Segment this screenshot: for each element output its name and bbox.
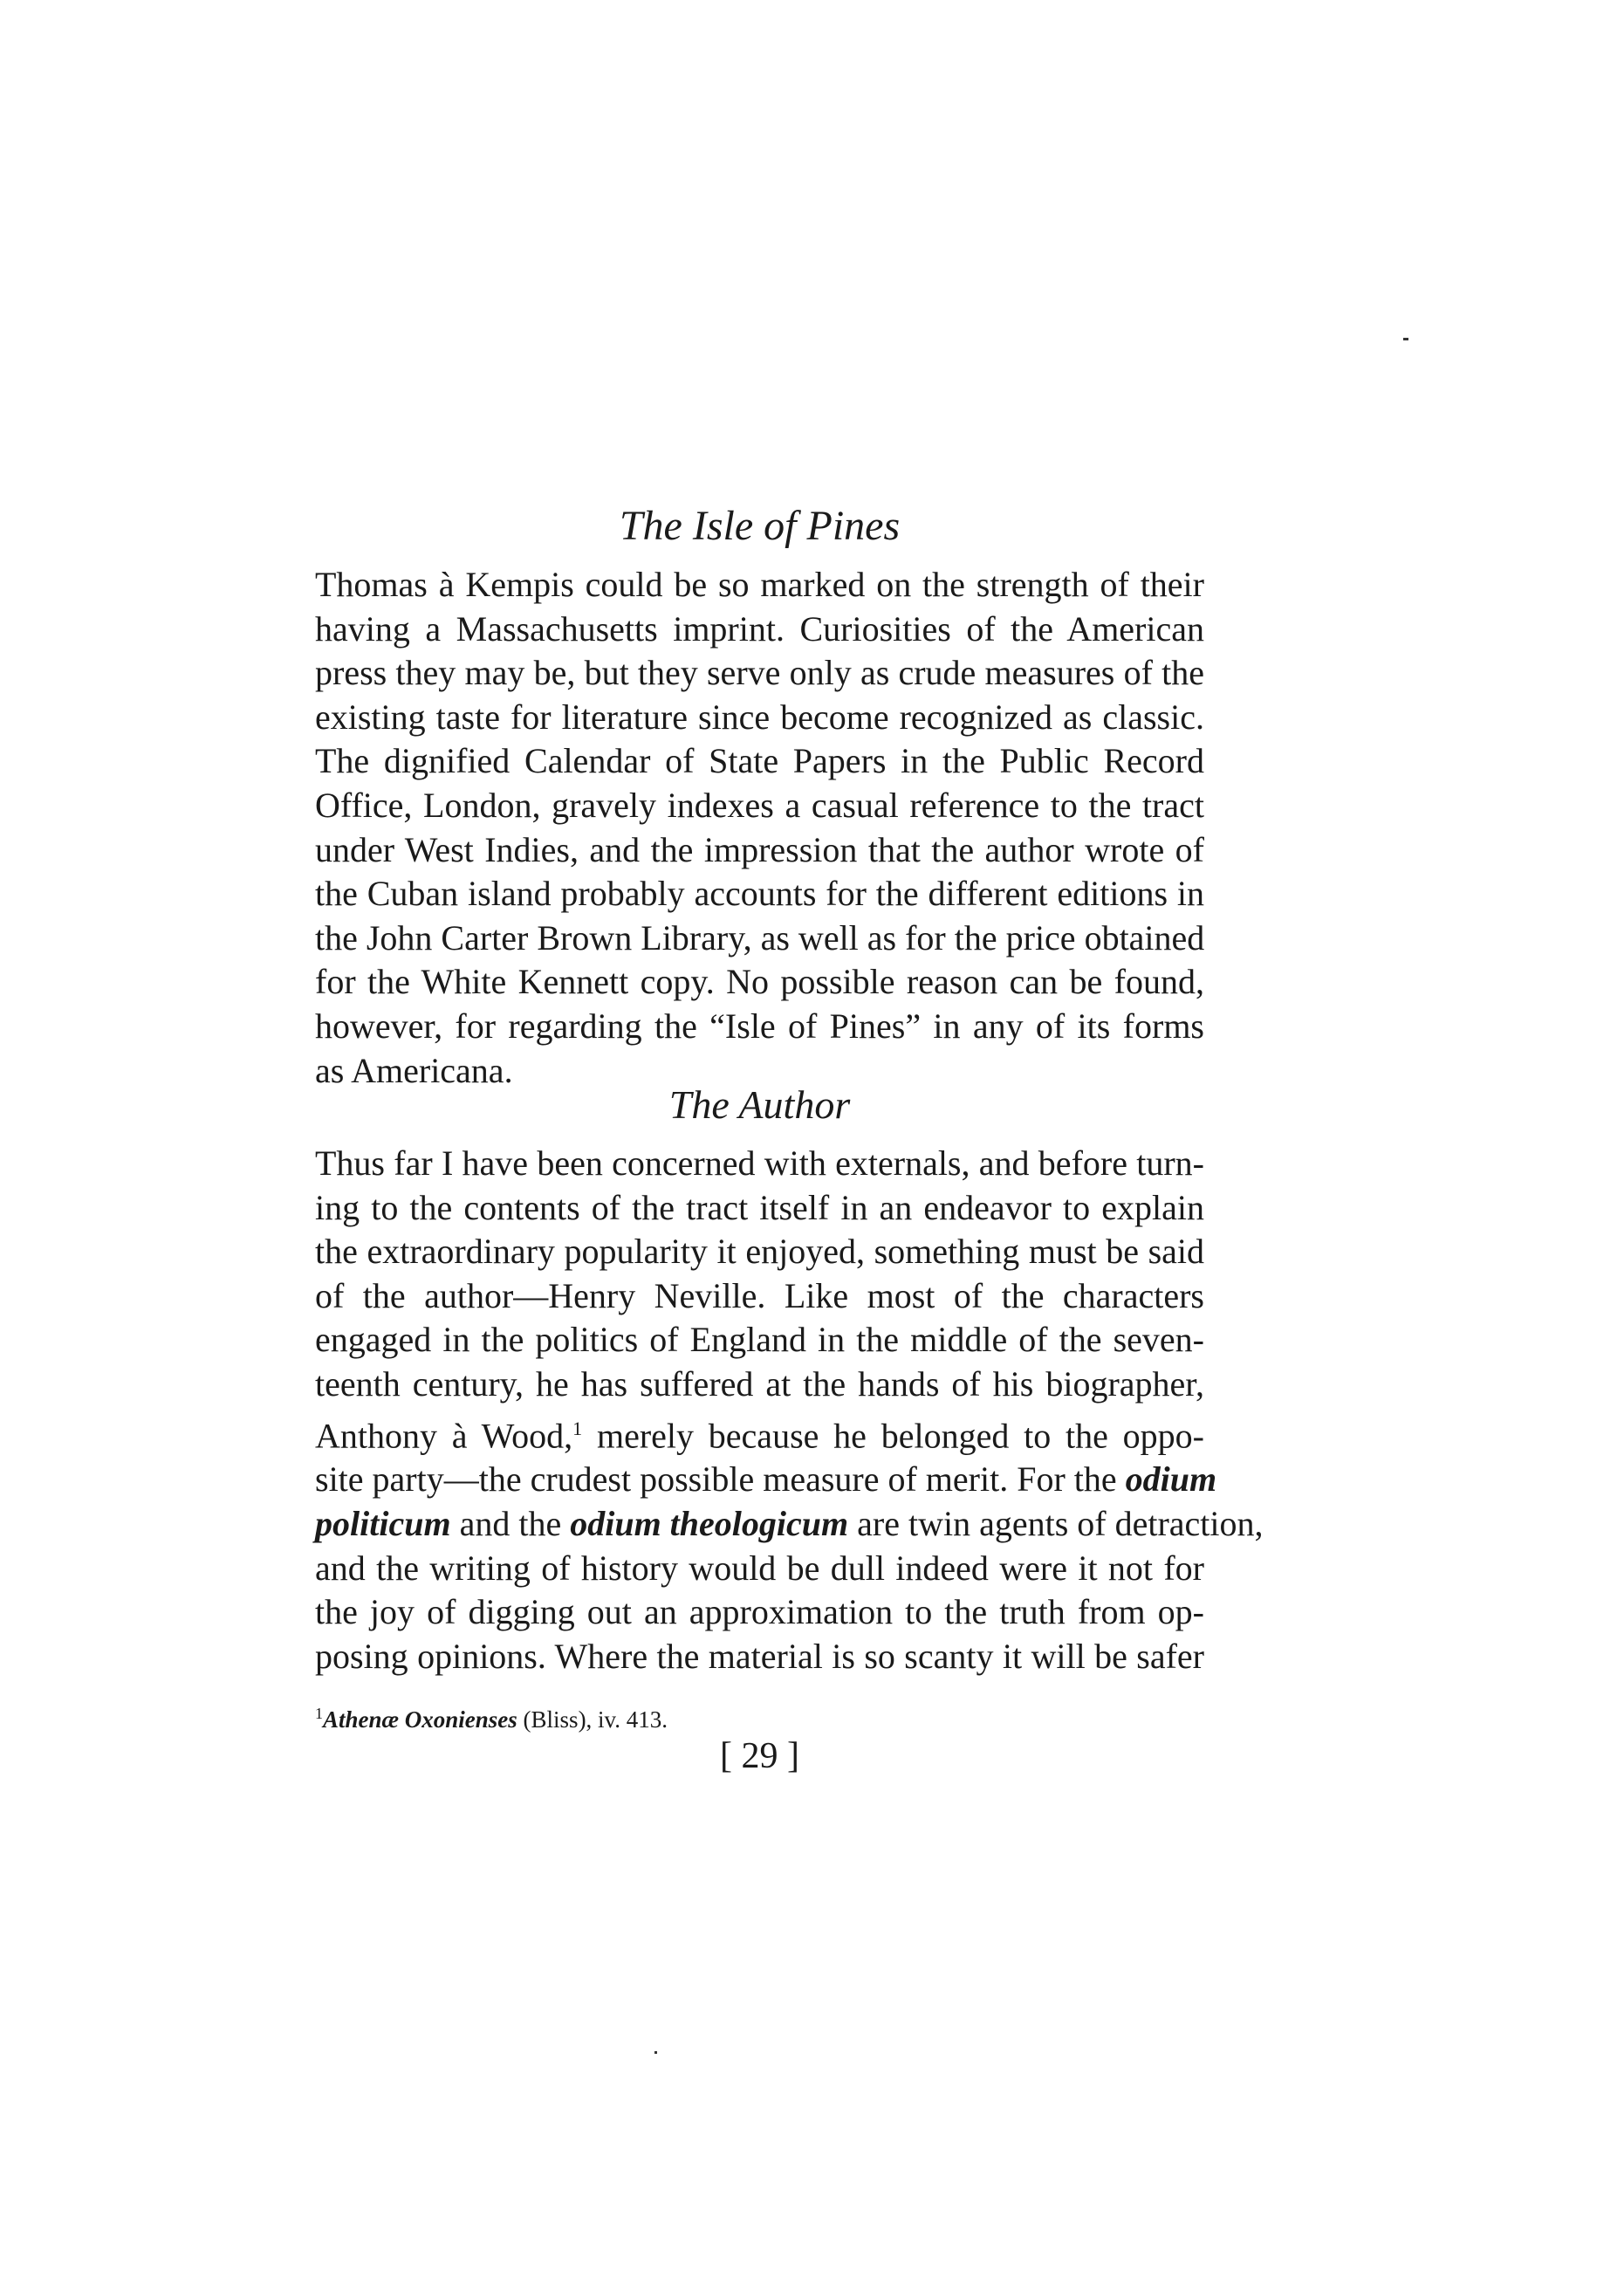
text-line: the Cuban island probably accounts for the different editions in — [315, 874, 1204, 914]
latin-term: odium theologicum — [570, 1504, 849, 1544]
footnote-reference: 1 — [572, 1417, 583, 1439]
section-heading: The Author — [668, 1082, 851, 1127]
text-line: The dignified Calendar of State Papers in the Public Record — [315, 741, 1204, 781]
text-line: under West Indies, and the impression that the author wrote of — [315, 829, 1204, 869]
text-line: engaged in the politics of England in the middle of the seven- — [315, 1320, 1204, 1360]
text-line: existing taste for literature since become recognized as classic. — [315, 697, 1204, 737]
latin-term: odium — [1125, 1459, 1217, 1500]
text-line: the extraordinary popularity it enjoyed, something must be said — [315, 1232, 1204, 1272]
running-head: The Isle of Pines — [619, 503, 901, 549]
text-line: Office, London, gravely indexes a casual reference to the tract — [315, 785, 1204, 825]
text-line: the John Carter Brown Library, as well as for the price obtained — [315, 917, 1205, 958]
text-line — [315, 1407, 1204, 1459]
text-line: for the White Kennett copy. No possible reason can be found, — [315, 962, 1204, 1002]
text-line: teenth century, he has suffered at the hands of his biographer, — [315, 1363, 1204, 1404]
text-line: ing to the contents of the tract itself in an endeavor to explain — [315, 1187, 1204, 1227]
text-line: Thus far I have been concerned with externals, and before turn- — [315, 1143, 1204, 1183]
latin-term: politicum — [315, 1504, 451, 1544]
text-run: and the — [450, 1504, 571, 1544]
paragraph-1 — [315, 563, 1204, 1093]
text-line: posing opinions. Where the material is so scanty it will be safer — [315, 1636, 1204, 1676]
text-line — [315, 1502, 1264, 1547]
scan-speck — [654, 2051, 657, 2054]
text-line: Thomas à Kempis could be so marked on the strength of their — [315, 565, 1204, 604]
text-line: and the writing of history would be dull indeed were it not for — [315, 1548, 1204, 1588]
footnote-citation: (Bliss), iv. 413. — [517, 1706, 668, 1733]
text-line: the joy of digging out an approximation to the truth from op- — [315, 1592, 1204, 1632]
scan-speck — [1403, 338, 1408, 340]
text-line: press they may be, but they serve only as crude measures of the — [315, 653, 1204, 693]
page-number: [ 29 ] — [720, 1736, 799, 1776]
text-line: having a Massachusetts imprint. Curiosities of the American — [315, 608, 1204, 649]
text-line: of the author—Henry Neville. Like most of the characters — [315, 1275, 1204, 1315]
text-line: as Americana. — [315, 1050, 513, 1090]
footnote-title: Athenæ Oxonienses — [323, 1706, 517, 1733]
text-run: merely because he belonged to the oppo- — [582, 1415, 1205, 1455]
text-run: site party—the crudest possible measure of merit. For the — [315, 1459, 1126, 1500]
text-run: are twin agents of detraction, — [848, 1504, 1264, 1544]
text-run: Anthony à Wood, — [315, 1415, 573, 1455]
footnote — [315, 1699, 668, 1734]
text-line — [315, 1458, 1217, 1502]
paragraph-2 — [315, 1142, 1264, 1678]
text-line: however, for regarding the “Isle of Pines” in any of its forms — [315, 1006, 1204, 1046]
footnote-mark: 1 — [315, 1705, 323, 1722]
